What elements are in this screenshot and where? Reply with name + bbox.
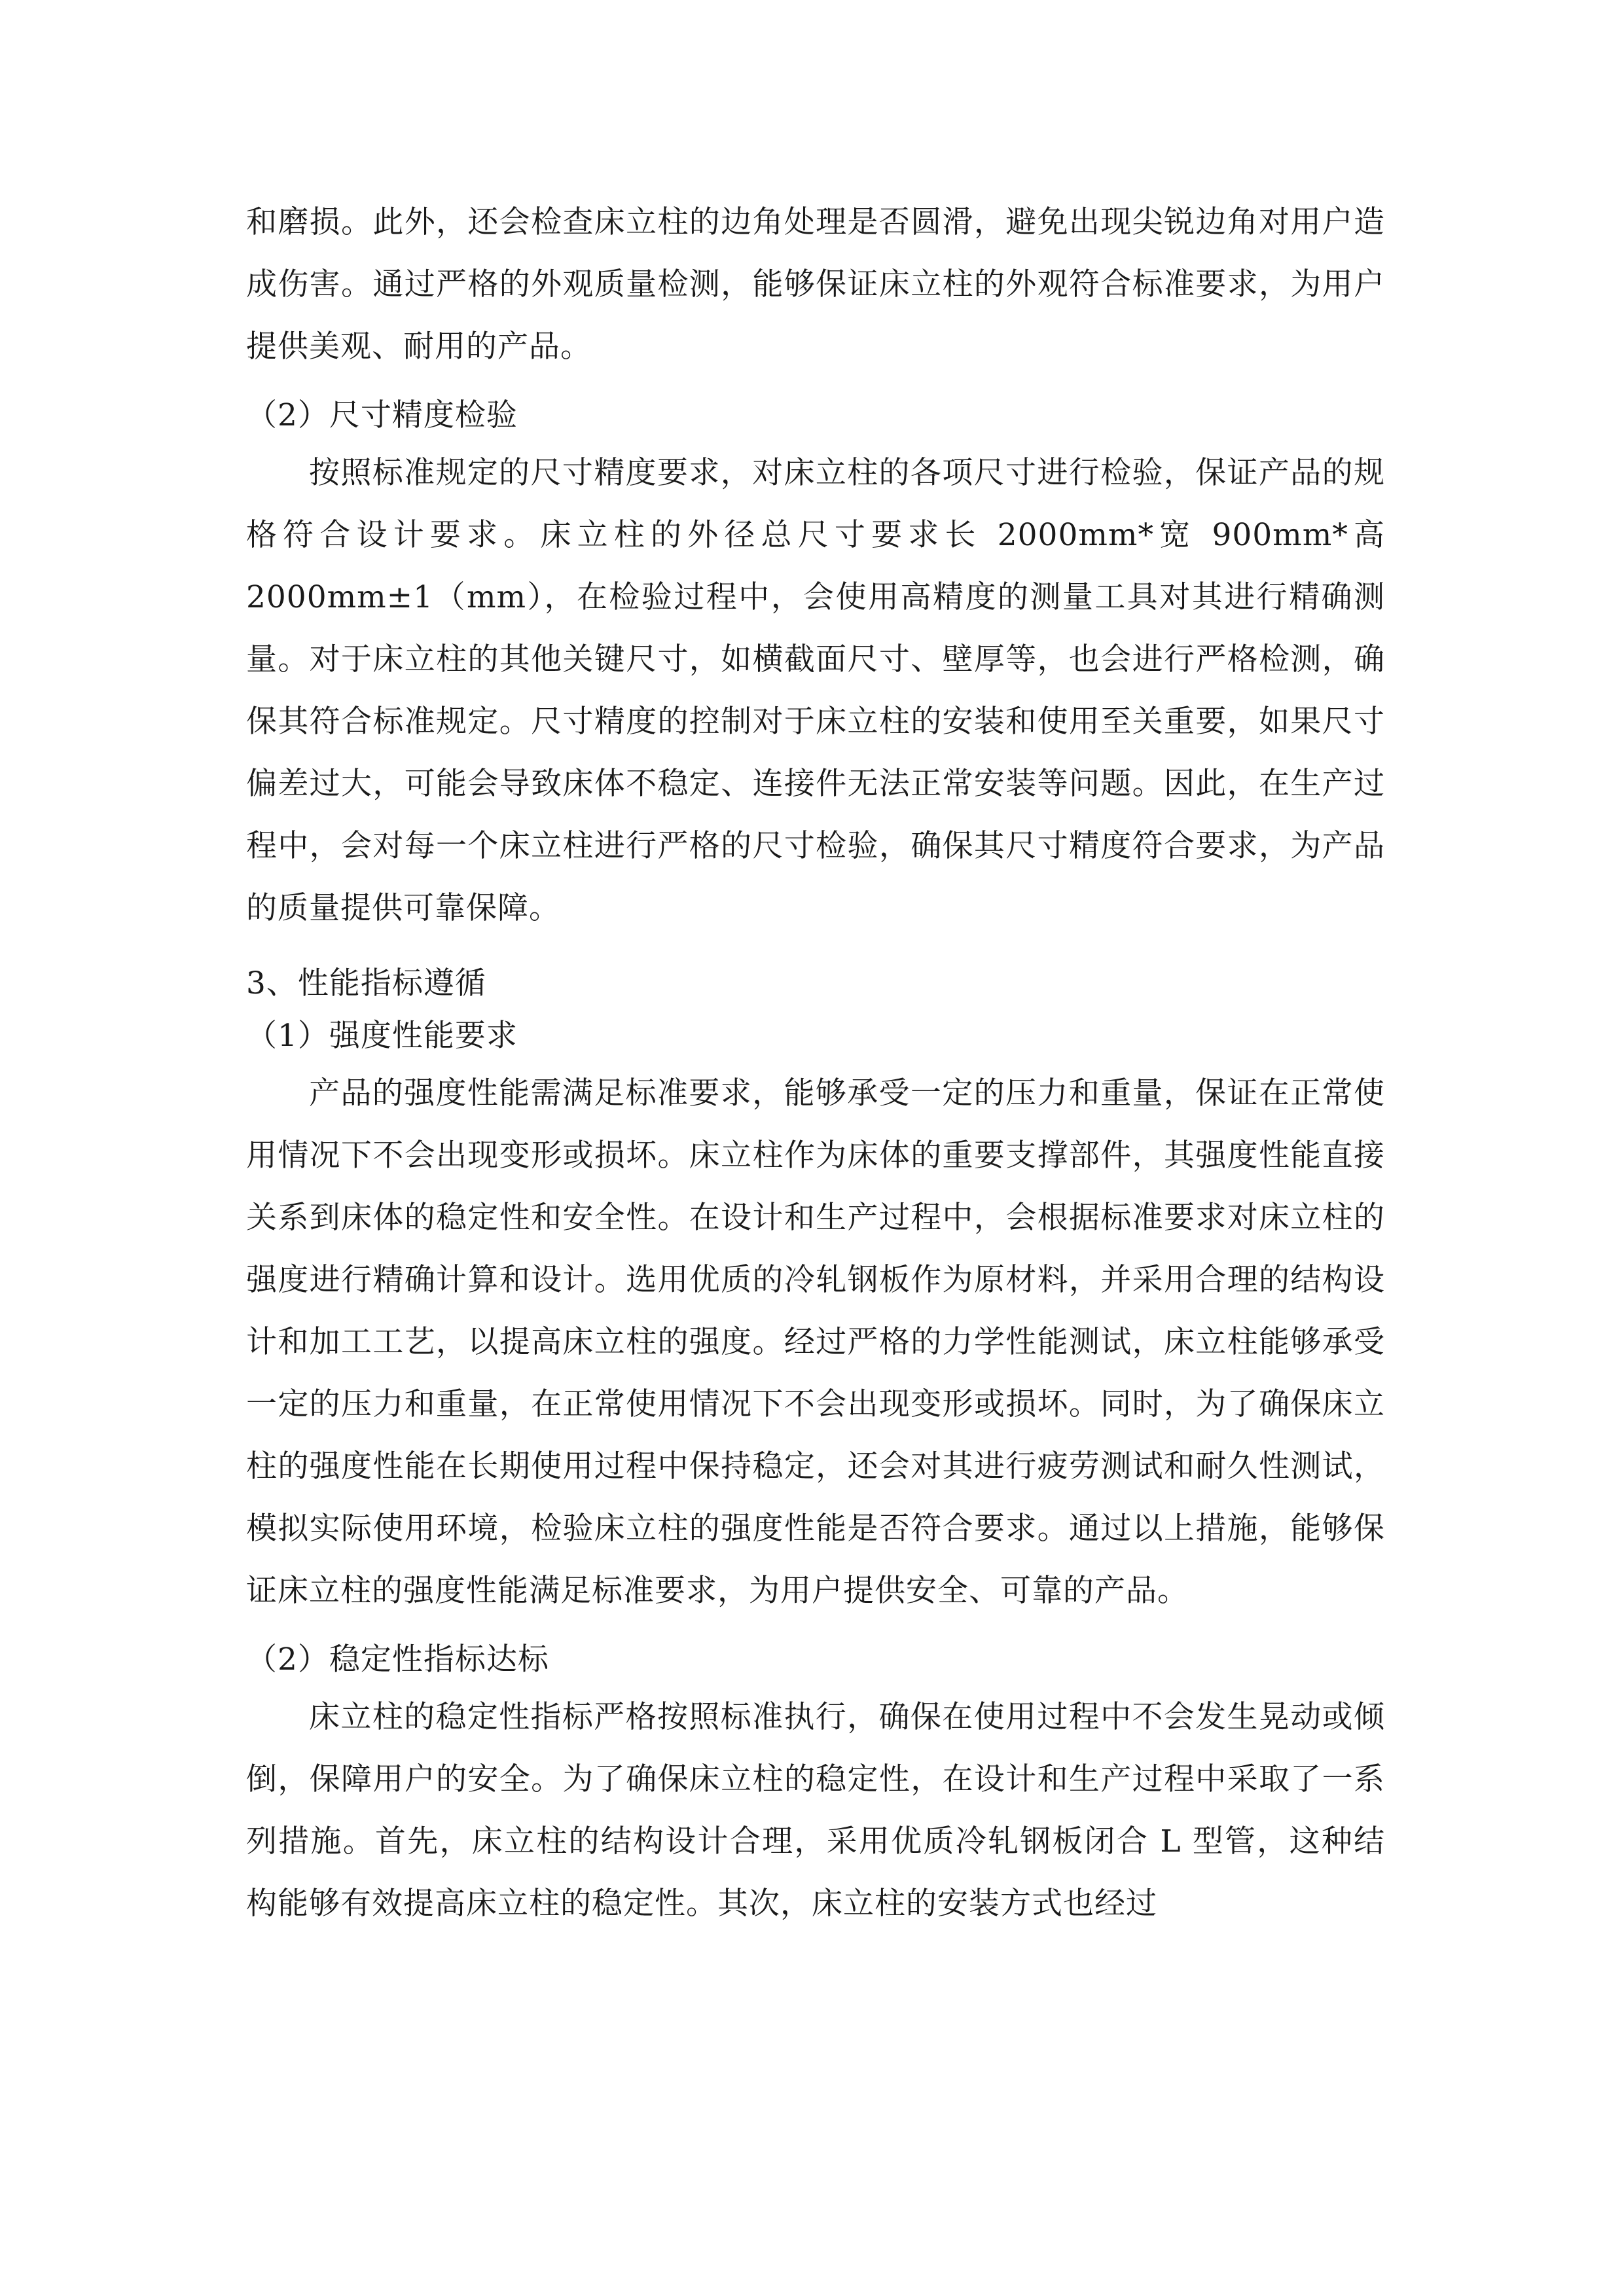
subheading-stability-index: （2）稳定性指标达标 [246,1641,549,1677]
subheading-strength-requirements: （1）强度性能要求 [246,1018,518,1054]
paragraph-stability-index: 床立柱的稳定性指标严格按照标准执行，确保在使用过程中不会发生晃动或倾倒，保障用户的安全。为了确保床立柱的稳定性，在设计和生产过程中采取了一系列措施。首先，床立柱的结构设计合理，采用优质冷轧钢板闭合 L 型管，这种结构能够有效提高床立柱的稳定性。其次，床立柱的安装方式也经过 [246,1699,1385,1922]
paragraph-appearance-inspection-end: 和磨损。此外，还会检查床立柱的边角处理是否圆滑，避免出现尖锐边角对用户造成伤害。通过严格的外观质量检测，能够保证床立柱的外观符合标准要求，为用户提供美观、耐用的产品。 [246,204,1385,365]
paragraph-strength-requirements: 产品的强度性能需满足标准要求，能够承受一定的压力和重量，保证在正常使用情况下不会出现变形或损坏。床立柱作为床体的重要支撑部件，其强度性能直接关系到床体的稳定性和安全性。在设计和生产过程中，会根据标准要求对床立柱的强度进行精确计算和设计。选用优质的冷轧钢板作为原材料，并采用合理的结构设计和加工工艺，以提高床立柱的强度。经过严格的力学性能测试，床立柱能够承受一定的压力和重量，在正常使用情况下不会出现变形或损坏。同时，为了确保床立柱的强度性能在长期使用过程中保持稳定，还会对其进行疲劳测试和耐久性测试，模拟实际使用环境，检验床立柱的强度性能是否符合要求。通过以上措施，能够保证床立柱的强度性能满足标准要求，为用户提供安全、可靠的产品。 [246,1075,1385,1609]
section-heading-performance: 3、性能指标遵循 [246,965,486,1001]
paragraph-dimension-accuracy: 按照标准规定的尺寸精度要求，对床立柱的各项尺寸进行检验，保证产品的规格符合设计要求。床立柱的外径总尺寸要求长 2000mm*宽 900mm*高 2000mm±1（mm），在检验过程中，会使用高精度的测量工具对其进行精确测量。对于床立柱的其他关键尺寸，如横截面尺寸、壁厚等，也会进行严格检测，确保其符合标准规定。尺寸精度的控制对于床立柱的安装和使用至关重要，如果尺寸偏差过大，可能会导致床体不稳定、连接件无法正常安装等问题。因此，在生产过程中，会对每一个床立柱进行严格的尺寸检验，确保其尺寸精度符合要求，为产品的质量提供可靠保障。 [246,455,1385,926]
document-body [246,191,1385,1935]
subheading-dimension-accuracy: （2）尺寸精度检验 [246,397,518,433]
